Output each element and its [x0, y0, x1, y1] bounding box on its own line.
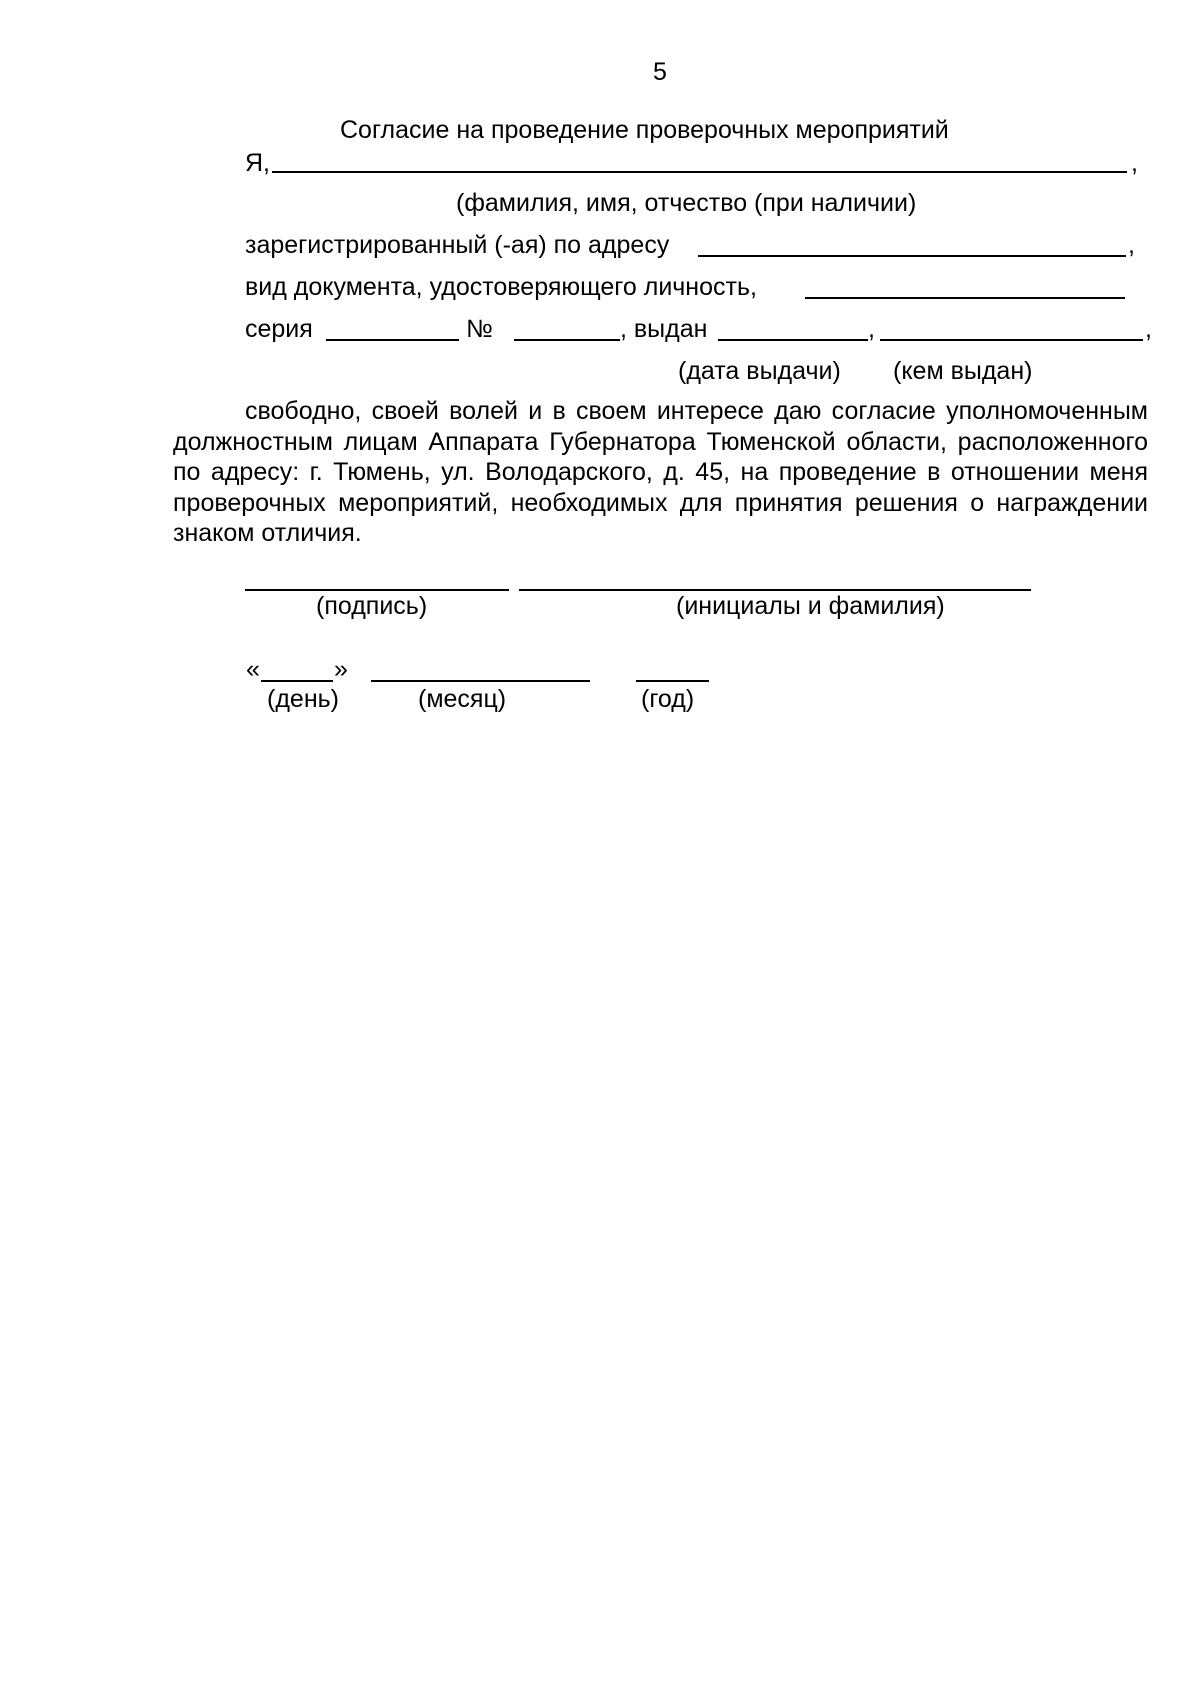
issuer-caption: (кем выдан) [893, 357, 1033, 385]
fio-prefix: Я, [245, 149, 270, 177]
page-number: 5 [653, 58, 667, 86]
number-blank[interactable] [514, 339, 620, 341]
address-blank[interactable] [698, 255, 1126, 257]
fio-blank[interactable] [272, 171, 1127, 173]
number-label: № [466, 315, 493, 343]
document-blank[interactable] [805, 297, 1125, 299]
issue-date-blank[interactable] [718, 339, 868, 341]
signature-caption: (подпись) [316, 592, 428, 620]
month-blank[interactable] [371, 680, 590, 682]
issued-label: , выдан [620, 315, 708, 343]
day-caption: (день) [267, 685, 339, 713]
fio-caption: (фамилия, имя, отчество (при наличии) [456, 189, 917, 217]
day-blank[interactable] [261, 680, 333, 682]
issuer-blank[interactable] [880, 339, 1143, 341]
address-suffix: , [1128, 231, 1135, 259]
initials-name-caption: (инициалы и фамилия) [676, 592, 945, 620]
month-caption: (месяц) [418, 685, 507, 713]
year-blank[interactable] [636, 680, 709, 682]
series-comma-1: , [868, 315, 875, 343]
quote-close: » [334, 655, 348, 683]
fio-suffix: , [1131, 149, 1138, 177]
document-label: вид документа, удостоверяющего личность, [245, 273, 757, 301]
series-comma-2: , [1145, 315, 1152, 343]
series-blank[interactable] [326, 339, 459, 341]
issue-date-caption: (дата выдачи) [678, 357, 841, 385]
document-title: Согласие на проведение проверочных мероприятий [340, 116, 949, 144]
consent-paragraph: свободно, своей волей и в своем интересе даю согласие уполномоченным должностным лицам Аппарата Губернатора Тюменской области, расположенного по адресу: г. Тюмень, ул. Володарского, д. 45, на проведение в отношении меня проверочных мероприятий, необходимых для принятия решения о награждении знаком отличия. [173, 397, 1148, 547]
year-caption: (год) [641, 685, 695, 713]
series-label: серия [245, 315, 313, 343]
address-label: зарегистрированный (-ая) по адресу [245, 231, 670, 259]
quote-open: « [246, 655, 260, 683]
